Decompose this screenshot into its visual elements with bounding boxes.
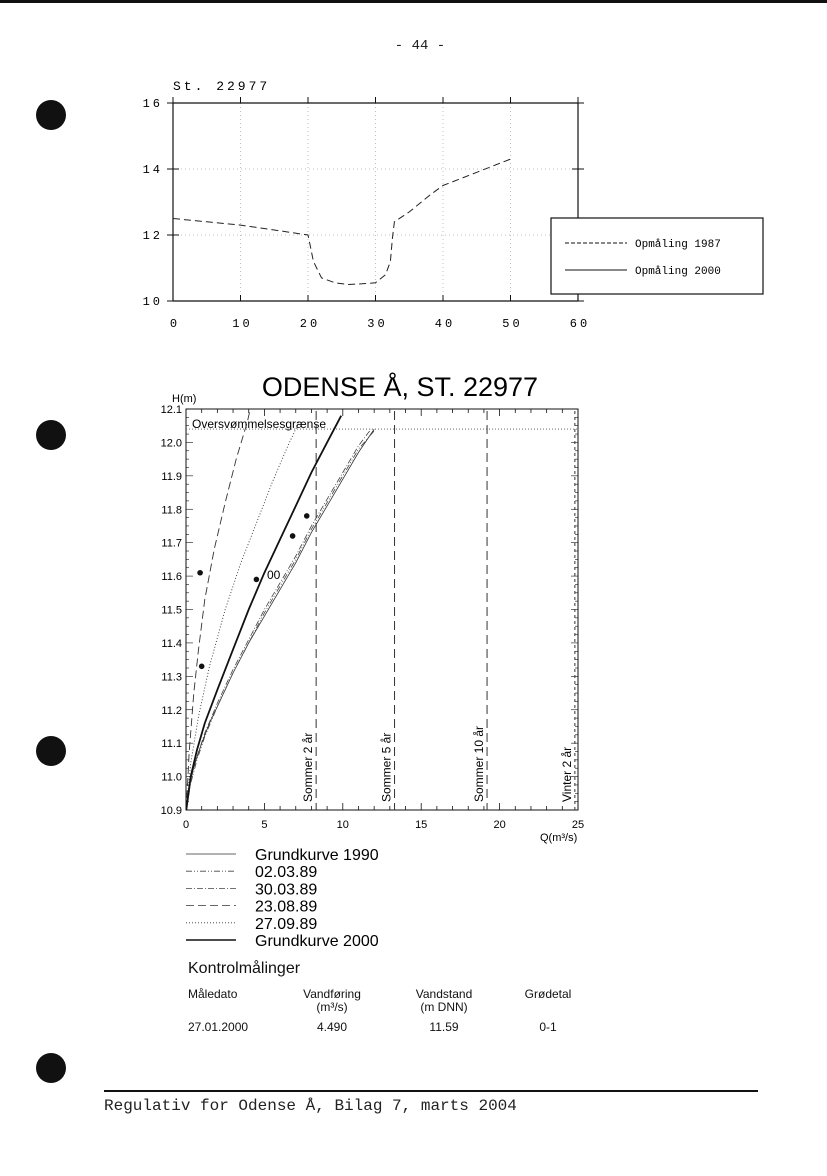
x-tick-label: 40	[434, 317, 456, 331]
measurement-point	[199, 664, 205, 670]
header-flow-unit: (m³/s)	[316, 1000, 348, 1014]
x-tick-label: 0	[182, 819, 190, 831]
x-tick-label: 15	[415, 819, 428, 831]
flood-label: Oversvømmelsesgrænse	[192, 417, 327, 431]
y-tick-label: 11.6	[161, 571, 182, 584]
series-line	[186, 416, 341, 810]
y-tick-label: 10.9	[160, 805, 182, 817]
design-flow-label: Sommer 5 år	[379, 732, 394, 802]
y-tick-label: 11.3	[161, 671, 182, 684]
legend-label: Grundkurve 1990	[255, 847, 379, 864]
chart1-title: St. 22977	[173, 79, 271, 94]
x-tick-label: 30	[367, 317, 388, 331]
y-tick-label: 12.0	[160, 437, 182, 450]
y-tick-label: 11.4	[161, 637, 182, 650]
row-weed: 0-1	[539, 1020, 557, 1034]
series-line	[186, 422, 299, 810]
page-number: - 44 -	[394, 38, 446, 54]
header-weed: Grødetal	[524, 987, 572, 1001]
header-level: Vandstand	[415, 987, 473, 1001]
legend-label: 27.09.89	[255, 915, 318, 933]
y-tick-label: 12	[142, 229, 163, 243]
measurement-point	[304, 513, 310, 519]
y-tick-label: 16	[142, 97, 163, 111]
design-flow-label: Sommer 2 år	[301, 732, 316, 802]
legend-label: Grundkurve 2000	[255, 933, 379, 950]
x-tick-label: 5	[261, 819, 268, 831]
point-label: 00	[267, 568, 281, 582]
y-tick-label: 11.8	[161, 504, 182, 517]
chart2-title: ODENSE Å, ST. 22977	[261, 372, 539, 402]
series-line	[186, 429, 371, 810]
legend-label: Opmåling 2000	[635, 266, 721, 278]
design-flow-label: Sommer 10 år	[472, 725, 487, 802]
y-tick-label: 11.5	[161, 604, 182, 617]
legend-label: 23.08.89	[255, 898, 318, 916]
footer-text: Regulativ for Odense Å, Bilag 7, marts 2004	[104, 1097, 517, 1115]
y-tick-label: 14	[142, 163, 163, 177]
row-date: 27.01.2000	[188, 1020, 249, 1034]
header-date: Måledato	[188, 987, 238, 1001]
series-line	[186, 429, 374, 810]
header-level-unit: (m DNN)	[420, 1000, 468, 1014]
y-tick-label: 11.2	[161, 704, 182, 717]
x-tick-label: 0	[169, 317, 181, 331]
x-tick-label: 10	[336, 819, 349, 831]
row-level: 11.59	[429, 1020, 459, 1034]
footer-rule	[104, 1090, 758, 1092]
control-title: Kontrolmålinger	[188, 960, 301, 977]
x-tick-label: 20	[493, 819, 506, 831]
y-tick-label: 11.0	[161, 771, 182, 784]
measurement-point	[254, 577, 260, 583]
y-tick-label: 12.1	[160, 404, 182, 416]
chart2-xlabel: Q(m³/s)	[540, 832, 578, 844]
design-flow-label: Vinter 2 år	[559, 746, 574, 802]
chart2-ylabel: H(m)	[172, 393, 197, 405]
x-tick-label: 50	[502, 317, 523, 331]
row-flow: 4.490	[316, 1020, 348, 1034]
punch-hole	[36, 1053, 66, 1083]
x-tick-label: 25	[571, 819, 585, 831]
y-tick-label: 11.1	[161, 738, 182, 751]
x-tick-label: 20	[299, 317, 321, 331]
legend-label: 30.03.89	[255, 881, 318, 899]
legend-label: Opmåling 1987	[635, 239, 721, 251]
y-tick-label: 11.9	[161, 470, 182, 483]
x-tick-label: 10	[232, 317, 253, 331]
header-flow: Vandføring	[303, 987, 361, 1001]
series-line	[186, 429, 375, 810]
measurement-point	[290, 533, 296, 539]
x-tick-label: 60	[569, 317, 591, 331]
y-tick-label: 10	[142, 295, 163, 309]
series-line	[186, 409, 250, 810]
legend-label: 02.03.89	[255, 864, 318, 882]
y-tick-label: 11.7	[161, 537, 182, 550]
measurement-point	[197, 570, 203, 576]
